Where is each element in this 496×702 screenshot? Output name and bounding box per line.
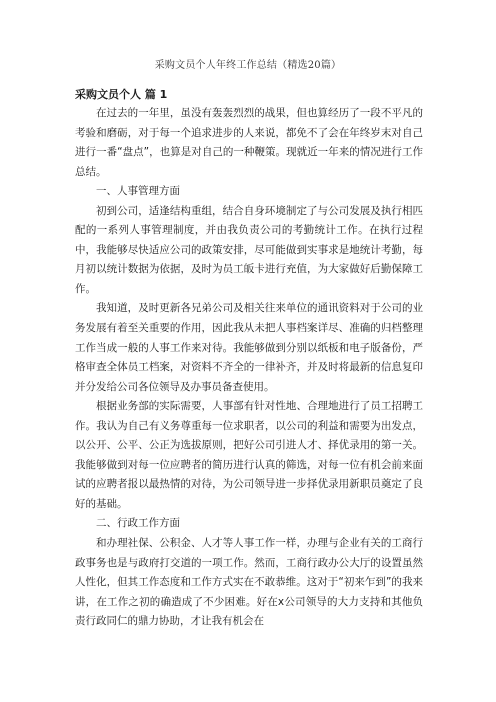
paragraph-recruitment: 根据业务部的实际需要，人事部有针对性地、合理地进行了员工招聘工作。我认为自己有义务尊重每一位求职者，以公司的利益和需要为出发点，以公开、公平、公正为选拔原则，把好公司引进人才、择优录用的第一关。我能够做到对每一位应聘者的简历进行认真的筛选，对每一位有机会前来面试的应聘者报以最热情的对待，为公司领导进一步择优录用新职员奠定了良好的基础。 [75,400,423,510]
document-header: 采购文员个人年终工作总结（精选20篇） [154,60,342,71]
heading-personnel-management: 一、人事管理方面 [96,185,180,198]
paragraph-business-affairs: 和办理社保、公积金、人才等人事工作一样，办理与企业有关的工商行政事务也是与政府打交道的一项工作。然而，工商行政办公大厅的设置虽然人性化，但其工作态度和工作方式实在不敢恭维。这对于“初来乍到”的我来讲，在工作之初的确造成了不少困难。好在x公司领导的大力支持和其他负责行政同仁的鼎力协助，才让我有机会在 [75,537,423,628]
paragraph-archives: 我知道，及时更新各兄弟公司及相关往来单位的通讯资料对于公司的业务发展有着至关重要的作用，因此我从未把人事档案详尽、准确的归档整理工作当成一般的人事工作来对待。我能够做到分别以纸板和电子版备份，严格审查全体员工档案，对资料不齐全的一律补齐，并及时将最新的信息复印并分发给公司各位领导及办事员备查使用。 [75,302,423,393]
heading-administration: 二、行政工作方面 [96,517,180,530]
paragraph-intro: 在过去的一年里，虽没有轰轰烈烈的战果，但也算经历了一段不平凡的考验和磨砺，对于每一个追求进步的人来说，都免不了会在年终岁末对自己进行一番“盘点”，也算是对自己的一种鞭策。现就近一年来的情况进行工作总结。 [75,107,423,178]
section-title: 采购文员个人 篇 1 [75,88,168,101]
paragraph-attendance: 初到公司，适逢结构重组，结合自身环境制定了与公司发展及执行相匹配的一系列人事管理制度，并由我负责公司的考勤统计工作。在执行过程中，我能够尽快适应公司的政策安排，尽可能做到实事求是地统计考勤，每月初以统计数据为依据，及时为员工皈卡进行充值，为大家做好后勤保障工作。 [75,204,423,295]
document-body [75,85,423,632]
